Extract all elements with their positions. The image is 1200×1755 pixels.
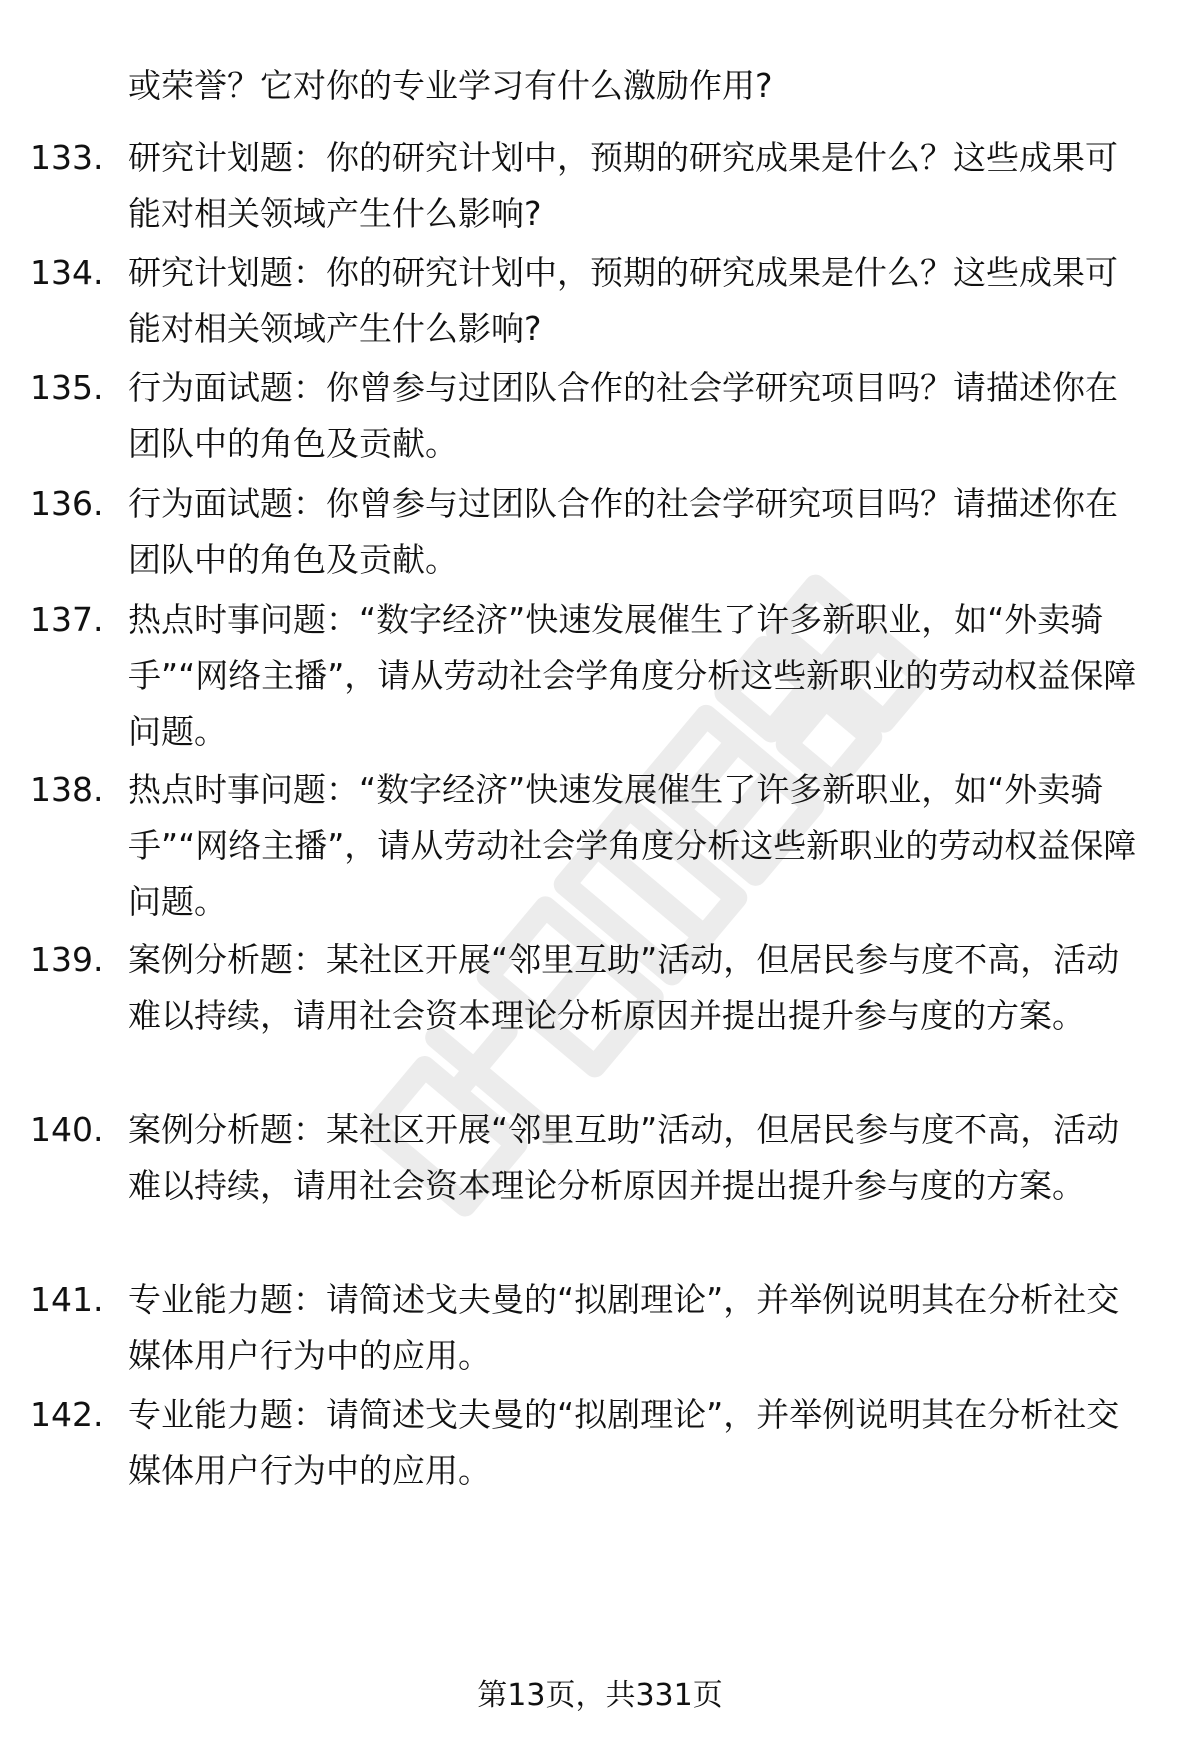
item-text: 热点时事问题：“数字经济”快速发展催生了许多新职业，如“外卖骑手”“网络主播”，请从劳动社会学角度分析这些新职业的劳动权益保障问题。: [128, 600, 1137, 751]
item-text: 研究计划题：你的研究计划中，预期的研究成果是什么？这些成果可能对相关领域产生什么影响?: [128, 253, 1118, 348]
item-text: 热点时事问题：“数字经济”快速发展催生了许多新职业，如“外卖骑手”“网络主播”，请从劳动社会学角度分析这些新职业的劳动权益保障问题。: [128, 770, 1137, 921]
page-footer: 第13页，共331页: [477, 1678, 723, 1713]
continued-text: 或荣誉？它对你的专业学习有什么激励作用?: [128, 66, 773, 105]
item-text: 案例分析题：某社区开展“邻里互助”活动，但居民参与度不高，活动难以持续，请用社会资本理论分析原因并提出提升参与度的方案。: [128, 1110, 1120, 1205]
item-number: 134.: [30, 253, 104, 292]
item-number: 135.: [30, 368, 104, 407]
item-text: 研究计划题：你的研究计划中，预期的研究成果是什么？这些成果可能对相关领域产生什么影响?: [128, 138, 1118, 233]
item-number: 137.: [30, 600, 104, 639]
item-number: 133.: [30, 138, 104, 177]
item-number: 139.: [30, 940, 104, 979]
item-number: 136.: [30, 484, 104, 523]
item-number: 140.: [30, 1110, 104, 1149]
item-text: 案例分析题：某社区开展“邻里互助”活动，但居民参与度不高，活动难以持续，请用社会资本理论分析原因并提出提升参与度的方案。: [128, 940, 1120, 1035]
item-number: 141.: [30, 1280, 104, 1319]
item-number: 142.: [30, 1395, 104, 1434]
item-text: 专业能力题：请简述戈夫曼的“拟剧理论”，并举例说明其在分析社交媒体用户行为中的应用。: [128, 1280, 1120, 1375]
item-text: 行为面试题：你曾参与过团队合作的社会学研究项目吗？请描述你在团队中的角色及贡献。: [128, 484, 1118, 579]
item-text: 行为面试题：你曾参与过团队合作的社会学研究项目吗？请描述你在团队中的角色及贡献。: [128, 368, 1118, 463]
item-text: 专业能力题：请简述戈夫曼的“拟剧理论”，并举例说明其在分析社交媒体用户行为中的应用。: [128, 1395, 1120, 1490]
item-number: 138.: [30, 770, 104, 809]
